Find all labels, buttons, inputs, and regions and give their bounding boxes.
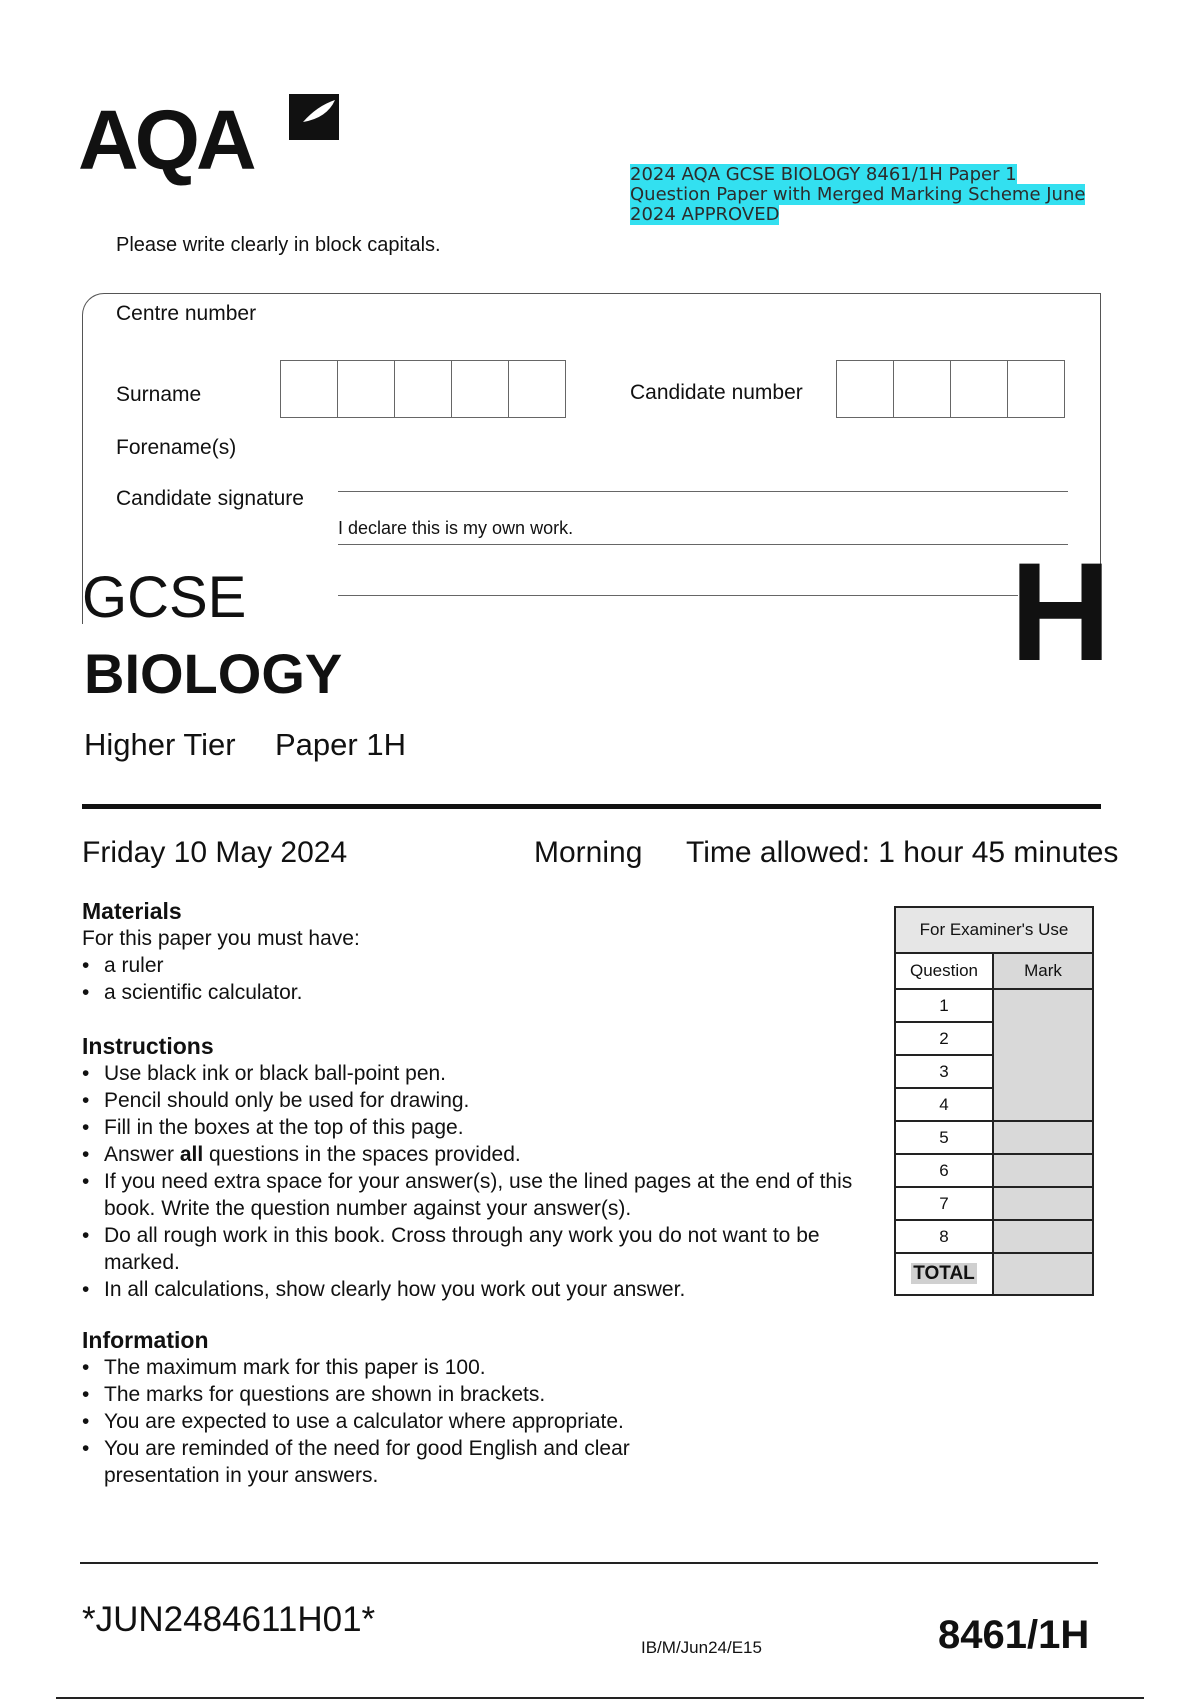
materials-title: Materials — [82, 898, 182, 924]
centre-number-cell[interactable] — [452, 361, 509, 417]
candidate-number-label: Candidate number — [630, 381, 803, 404]
mark-column-header: Mark — [993, 953, 1093, 989]
table-row — [895, 1187, 1093, 1220]
signature-line[interactable] — [338, 595, 1018, 596]
question-number: 2 — [895, 1022, 993, 1055]
list-item: • Do all rough work in this book. Cross through any work you do not want to be marked. — [82, 1222, 824, 1276]
forenames-label: Forename(s) — [116, 436, 237, 459]
list-item: • In all calculations, show clearly how you work out your answer. — [82, 1276, 862, 1303]
instructions-title: Instructions — [82, 1033, 214, 1059]
total-mark-cell — [993, 1253, 1093, 1295]
question-number: 5 — [895, 1121, 993, 1154]
question-column-header: Question — [895, 953, 993, 989]
time-allowed: Time allowed: 1 hour 45 minutes — [686, 836, 1119, 869]
barcode-text: *JUN2484611H01* — [82, 1600, 376, 1639]
table-row — [895, 1154, 1093, 1187]
qualification-title: GCSE — [82, 565, 247, 630]
centre-number-cell[interactable] — [395, 361, 452, 417]
examiner-use-table — [894, 906, 1094, 1296]
table-row — [895, 1253, 1093, 1295]
candidate-number-cell[interactable] — [951, 361, 1008, 417]
list-item: • Fill in the boxes at the top of this page. — [82, 1114, 862, 1141]
list-item: • The marks for questions are shown in brackets. — [82, 1381, 782, 1408]
footer-divider — [80, 1562, 1098, 1564]
table-row — [895, 989, 1093, 1022]
signature-label: Candidate signature — [116, 487, 304, 510]
centre-number-boxes[interactable] — [280, 360, 566, 418]
list-item: • The maximum mark for this paper is 100. — [82, 1354, 782, 1381]
candidate-number-cell[interactable] — [837, 361, 894, 417]
tier-label: Higher Tier — [84, 727, 236, 762]
instructions-section — [82, 1033, 862, 1303]
page-bottom-divider — [56, 1697, 1144, 1699]
divider — [82, 804, 1101, 809]
paper-label: Paper 1H — [275, 727, 406, 762]
information-section — [82, 1327, 782, 1489]
reference-code: IB/M/Jun24/E15 — [641, 1638, 762, 1657]
list-item: • If you need extra space for your answer(s), use the lined pages at the end of this book. Write the question number against your answer(s). — [82, 1168, 862, 1222]
aqa-logo-mark-icon — [283, 92, 343, 146]
aqa-logo — [78, 88, 348, 188]
declaration-text: I declare this is my own work. — [338, 518, 574, 538]
information-list — [82, 1354, 782, 1489]
list-item: • Answer all questions in the spaces provided. — [82, 1141, 862, 1168]
instructions-list — [82, 1060, 862, 1303]
logo-text: AQA — [78, 93, 253, 187]
surname-label: Surname — [116, 383, 202, 406]
candidate-number-cell[interactable] — [894, 361, 951, 417]
exam-session: Morning — [534, 836, 643, 869]
mark-cell — [993, 1121, 1093, 1154]
list-item: • Use black ink or black ball-point pen. — [82, 1060, 862, 1087]
total-label: TOTAL — [895, 1253, 993, 1295]
centre-number-cell[interactable] — [509, 361, 565, 417]
question-number: 3 — [895, 1055, 993, 1088]
exam-date: Friday 10 May 2024 — [82, 836, 348, 869]
candidate-number-boxes[interactable] — [836, 360, 1065, 418]
table-row — [895, 1121, 1093, 1154]
tier-letter: H — [1010, 533, 1112, 690]
information-title: Information — [82, 1327, 209, 1353]
centre-number-cell[interactable] — [338, 361, 395, 417]
question-number: 7 — [895, 1187, 993, 1220]
examiner-table-title: For Examiner's Use — [895, 907, 1093, 953]
centre-number-cell[interactable] — [281, 361, 338, 417]
mark-cell — [993, 1187, 1093, 1220]
materials-list — [82, 952, 862, 1006]
paper-code: 8461/1H — [938, 1613, 1090, 1657]
mark-cell — [993, 989, 1093, 1121]
forenames-line[interactable] — [338, 544, 1068, 545]
table-row — [895, 1220, 1093, 1253]
list-item: • a scientific calculator. — [82, 979, 862, 1006]
list-item: • Pencil should only be used for drawing. — [82, 1087, 862, 1114]
surname-line[interactable] — [338, 491, 1068, 492]
list-item: • You are expected to use a calculator where appropriate. — [82, 1408, 782, 1435]
materials-intro: For this paper you must have: — [82, 927, 360, 950]
question-number: 1 — [895, 989, 993, 1022]
list-item: • a ruler — [82, 952, 862, 979]
materials-section — [82, 898, 862, 1006]
block-capitals-instruction: Please write clearly in block capitals. — [116, 234, 441, 256]
subject-title: BIOLOGY — [84, 642, 343, 705]
list-item: • You are reminded of the need for good English and clear presentation in your answers. — [82, 1435, 704, 1489]
centre-number-label: Centre number — [116, 302, 257, 325]
question-number: 4 — [895, 1088, 993, 1121]
question-number: 6 — [895, 1154, 993, 1187]
mark-cell — [993, 1154, 1093, 1187]
highlighted-note: 2024 AQA GCSE BIOLOGY 8461/1H Paper 1 Question Paper with Merged Marking Scheme June 2024 APPROVED — [630, 164, 1086, 225]
question-number: 8 — [895, 1220, 993, 1253]
mark-cell — [993, 1220, 1093, 1253]
candidate-number-cell[interactable] — [1008, 361, 1064, 417]
